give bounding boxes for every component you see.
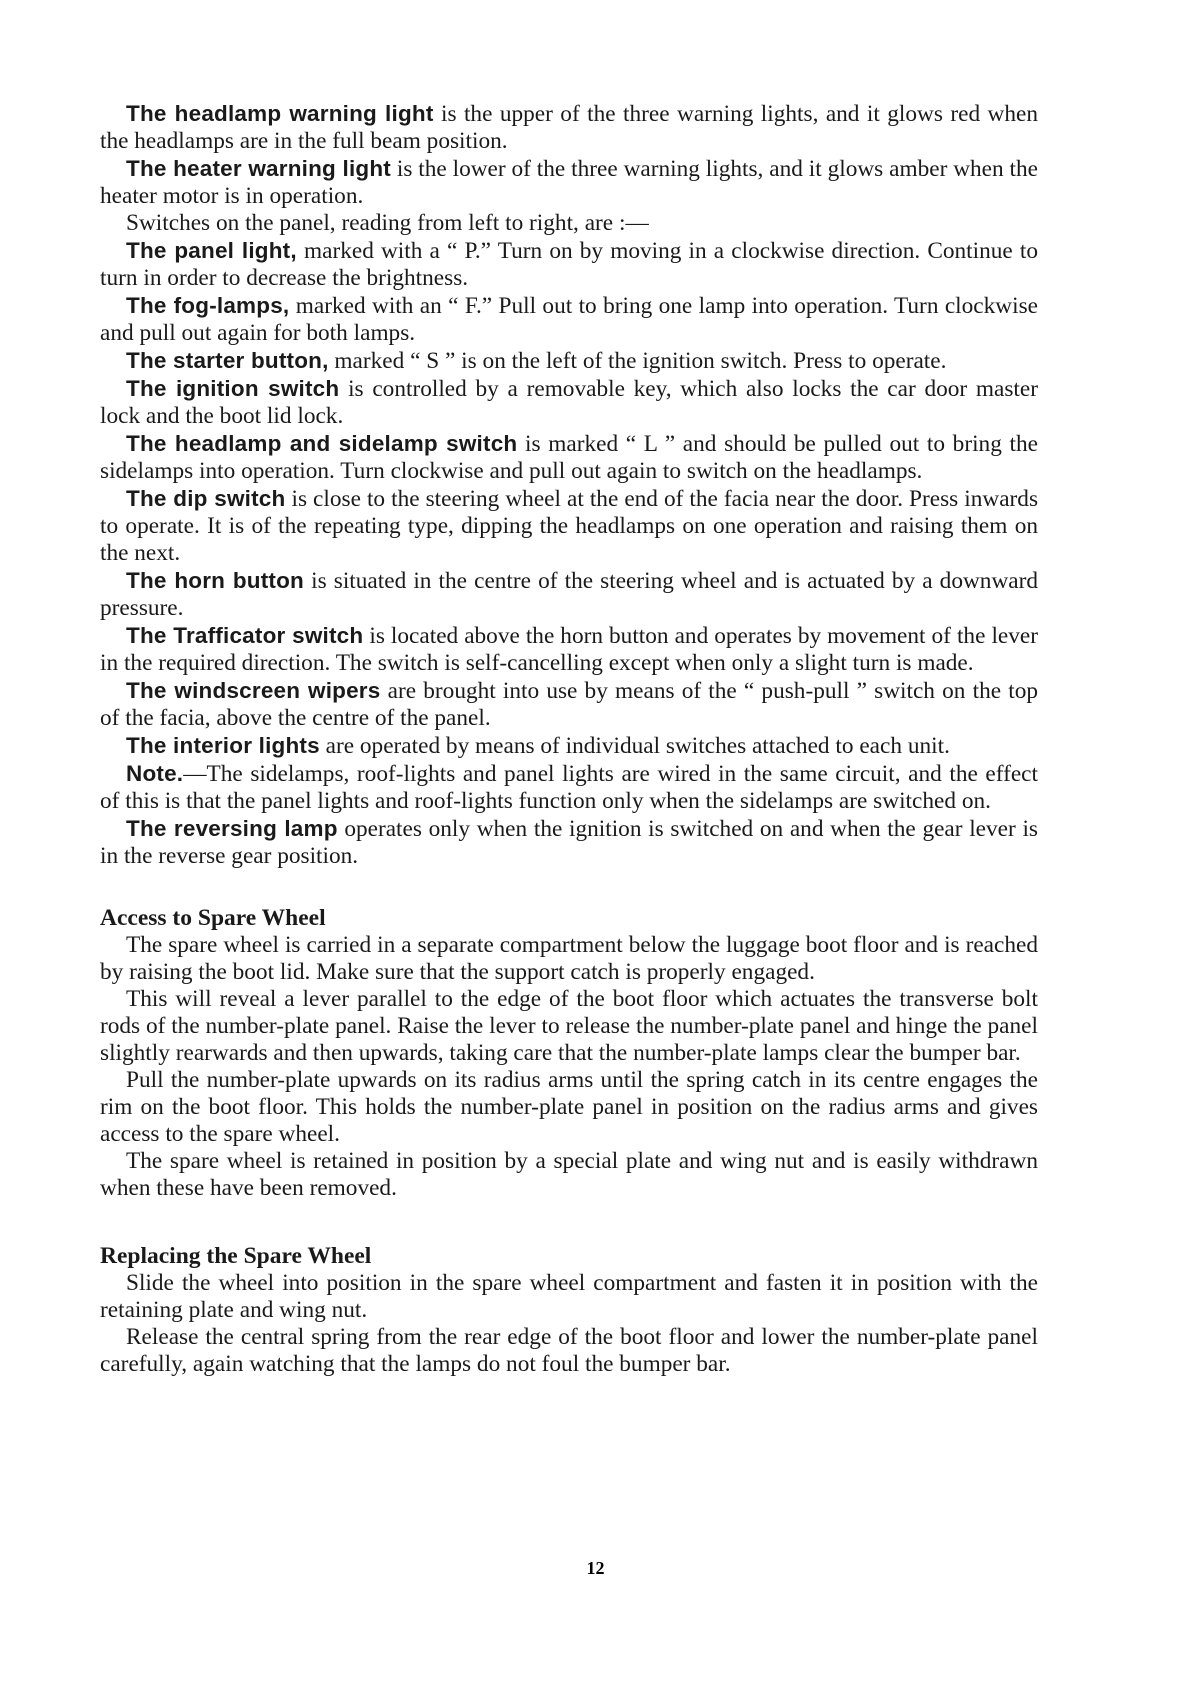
section-heading-replacing-spare-wheel: Replacing the Spare Wheel (100, 1243, 372, 1269)
manual-page (100, 100, 1038, 1378)
term-ignition-switch: The ignition switch (126, 376, 340, 401)
term-horn-button: The horn button (126, 568, 305, 593)
description: are operated by means of individual switches attached to each unit. (319, 733, 950, 759)
paragraph-headlamp-sidelamp-switch (100, 430, 1038, 485)
section-heading-access-spare-wheel: Access to Spare Wheel (100, 905, 326, 931)
term-trafficator-switch: The Trafficator switch (126, 623, 364, 648)
access-paragraph: The spare wheel is carried in a separate compartment below the luggage boot floor and is reached by raising the boot lid. Make sure that the support catch is properly engaged. (100, 932, 1038, 985)
description: marked with an “ F.” Pull out to bring one lamp into operation. Turn clockwise and pull out again for both lamps. (100, 293, 1038, 346)
access-paragraph: The spare wheel is retained in position by a special plate and wing nut and is easily withdrawn when these have been removed. (100, 1148, 1038, 1201)
paragraph-dip-switch (100, 485, 1038, 567)
paragraph-switches-intro (100, 210, 1038, 237)
term-fog-lamps: The fog-lamps, (126, 293, 290, 318)
description: is the lower of the three warning lights, and it glows amber when the heater motor is in operation. (100, 156, 1038, 209)
paragraph-reversing-lamp (100, 815, 1038, 870)
description: Switches on the panel, reading from left to right, are :— (126, 210, 649, 236)
paragraph-headlamp-warning-light (100, 100, 1038, 155)
paragraph-fog-lamps (100, 292, 1038, 347)
description: are brought into use by means of the “ push-pull ” switch on the top of the facia, above the centre of the panel. (100, 678, 1038, 731)
access-paragraph: Pull the number-plate upwards on its radius arms until the spring catch in its centre engages the rim on the boot floor. This holds the number-plate panel in position on the radius arms and gives access to the spare wheel. (100, 1067, 1038, 1147)
paragraph-panel-light (100, 237, 1038, 292)
description: is marked “ L ” and should be pulled out to bring the sidelamps into operation. Turn clockwise and pull out again to switch on the headlamps. (100, 431, 1038, 484)
description: is controlled by a removable key, which also locks the car door master lock and the boot lid lock. (100, 376, 1038, 429)
paragraph-windscreen-wipers (100, 677, 1038, 732)
description: marked “ S ” is on the left of the ignition switch. Press to operate. (328, 348, 947, 374)
paragraph-horn-button (100, 567, 1038, 622)
term-reversing-lamp: The reversing lamp (126, 816, 338, 841)
description: is located above the horn button and operates by movement of the lever in the required direction. The switch is self-cancelling except when only a slight turn is made. (100, 623, 1038, 676)
description: operates only when the ignition is switched on and when the gear lever is in the reverse gear position. (100, 816, 1038, 869)
paragraph-note (100, 760, 1038, 815)
description: is close to the steering wheel at the end of the facia near the door. Press inwards to operate. It is of the repeating type, dipping the headlamps on one operation and raising them on the next. (100, 486, 1039, 566)
paragraph-trafficator-switch (100, 622, 1038, 677)
description: is situated in the centre of the steering wheel and is actuated by a downward pressure. (100, 568, 1039, 621)
paragraph-interior-lights (100, 732, 1038, 760)
term-dip-switch: The dip switch (126, 486, 286, 511)
page-number: 12 (586, 1558, 605, 1578)
paragraph-starter-button (100, 347, 1038, 375)
term-starter-button: The starter button, (126, 348, 329, 373)
description: —The sidelamps, roof-lights and panel lights are wired in the same circuit, and the effect of this is that the panel lights and roof-lights function only when the sidelamps are switched on. (100, 761, 1038, 814)
term-headlamp-warning-light: The headlamp warning light (126, 101, 434, 126)
term-windscreen-wipers: The windscreen wipers (126, 678, 381, 703)
replacing-paragraph: Release the central spring from the rear edge of the boot floor and lower the number-plate panel carefully, again watching that the lamps do not foul the bumper bar. (100, 1324, 1038, 1377)
term-interior-lights: The interior lights (126, 733, 320, 758)
term-note: Note. (126, 761, 184, 786)
term-headlamp-sidelamp-switch: The headlamp and sidelamp switch (126, 431, 518, 456)
paragraph-ignition-switch (100, 375, 1038, 430)
description: is the upper of the three warning lights, and it glows red when the headlamps are in the full beam position. (100, 101, 1038, 154)
term-heater-warning-light: The heater warning light (126, 156, 391, 181)
access-paragraph: This will reveal a lever parallel to the edge of the boot floor which actuates the transverse bolt rods of the number-plate panel. Raise the lever to release the number-plate panel and hinge the panel slightly rearwards and then upwards, taking care that the number-plate lamps clear the bumper bar. (100, 986, 1038, 1066)
replacing-paragraph: Slide the wheel into position in the spare wheel compartment and fasten it in position with the retaining plate and wing nut. (100, 1270, 1038, 1323)
paragraph-heater-warning-light (100, 155, 1038, 210)
term-panel-light: The panel light, (126, 238, 297, 263)
description: marked with a “ P.” Turn on by moving in a clockwise direction. Continue to turn in order to decrease the brightness. (100, 238, 1038, 291)
